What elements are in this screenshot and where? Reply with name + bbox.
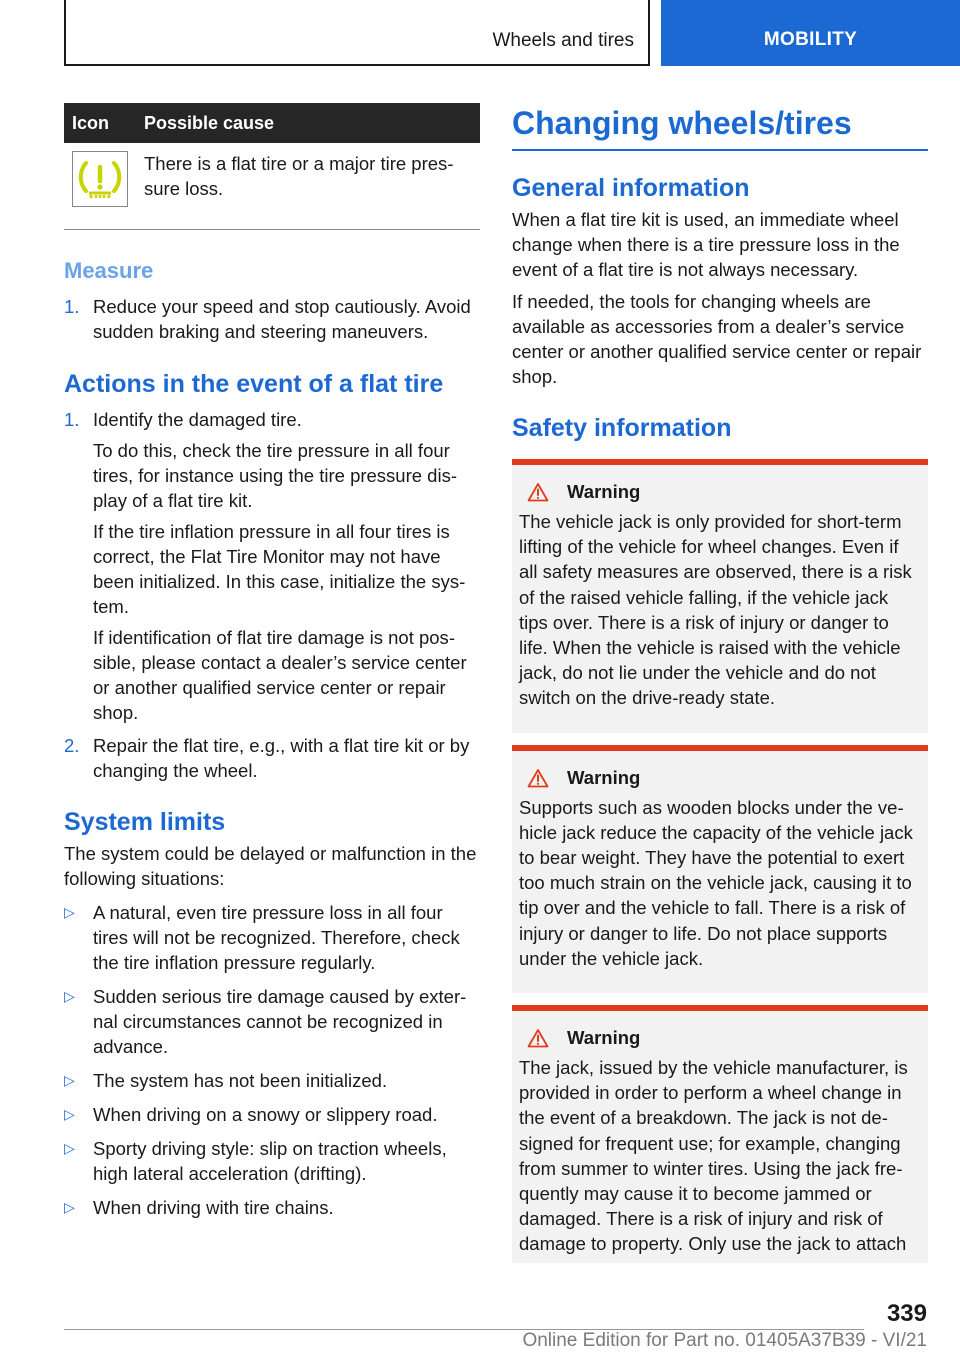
system-limits-intro: The system could be delayed or malfunction in the following situations: — [64, 843, 477, 889]
table-row — [64, 143, 480, 230]
list-item-number: 2. — [64, 735, 80, 756]
icon-cause-table — [64, 103, 480, 230]
warning-box — [512, 459, 928, 733]
list-item — [64, 294, 480, 344]
table-cell-cause: There is a flat tire or a major tire pressure loss. — [136, 143, 480, 230]
list-item-subtext: If the tire inflation pressure in all four tires is correct, the Flat Tire Monitor may not have been initialized. In this case, initialize the system. — [93, 521, 466, 617]
warning-text: The jack, issued by the vehicle manufacturer, is provided in order to perform a wheel change in the event of a breakdown. The jack is not designed for frequent use; for example, changing from summer to winter tires. Using the jack frequently may cause it to become jammed or damaged. There is a risk of injury and risk of damage to property. Only use the jack to attach — [519, 1057, 908, 1255]
header-section-title: Wheels and tires — [492, 30, 634, 51]
left-column — [64, 103, 480, 1229]
table-cell-icon — [64, 143, 136, 230]
warning-text: Supports such as wooden blocks under the vehicle jack reduce the capacity of the vehicle jack to bear weight. They have the potential to exert too much strain on the vehicle jack, causing it to tip over and the vehicle to fall. There is a risk of injury or danger to life. Do not place supports under the vehicle jack. — [519, 796, 913, 969]
list-item-number: 1. — [64, 409, 80, 430]
list-item — [64, 1195, 480, 1220]
list-item — [64, 984, 480, 1059]
list-item — [64, 733, 480, 783]
list-item-subtext: If identification of flat tire damage is not possible, please contact a dealer’s service center or another qualified service center or repair shop. — [93, 627, 467, 723]
warning-title-text: Warning — [567, 1027, 641, 1049]
bullet-triangle-icon: ▷ — [64, 1106, 75, 1122]
general-info-paragraph: When a flat tire kit is used, an immediate wheel change when there is a tire pressure loss in the event of a flat tire is not always necessary. — [512, 209, 900, 280]
warning-title — [519, 1027, 918, 1049]
system-limits-list — [64, 900, 480, 1220]
list-item — [64, 1068, 480, 1093]
bullet-triangle-icon: ▷ — [64, 904, 75, 920]
warning-triangle-icon — [527, 1028, 549, 1048]
list-item — [64, 1102, 480, 1127]
page-title: Changing wheels/tires — [512, 103, 928, 151]
general-info-heading: General information — [512, 174, 750, 202]
warning-box — [512, 1005, 928, 1263]
warning-title — [519, 767, 918, 789]
warning-triangle-icon — [527, 768, 549, 788]
warning-title — [519, 481, 918, 503]
table-header-icon: Icon — [64, 103, 136, 143]
warning-title-text: Warning — [567, 481, 641, 502]
list-item-text: When driving with tire chains. — [93, 1197, 334, 1218]
actions-heading: Actions in the event of a flat tire — [64, 370, 444, 398]
list-item-text: Sporty driving style: slip on traction wheels, high lateral acceleration (drifting). — [93, 1138, 447, 1184]
list-item-text: A natural, even tire pressure loss in all four tires will not be recognized. Therefore, check the tire inflation pressure regularly. — [93, 902, 460, 973]
actions-list — [64, 407, 480, 783]
warning-box — [512, 745, 928, 993]
list-item-text: Reduce your speed and stop cautiously. Avoid sudden braking and steering maneuvers. — [93, 296, 471, 342]
footer-edition: Online Edition for Part no. 01405A37B39 - VI/21 — [522, 1330, 927, 1351]
right-column — [512, 103, 928, 1263]
table-header-cause: Possible cause — [136, 103, 480, 143]
list-item-text: Sudden serious tire damage caused by external circumstances cannot be recognized in advance. — [93, 986, 467, 1057]
list-item — [64, 1136, 480, 1186]
measure-list — [64, 294, 480, 344]
header-section-box — [64, 0, 650, 66]
bullet-triangle-icon: ▷ — [64, 1072, 75, 1088]
list-item-text: Identify the damaged tire. — [93, 409, 302, 430]
table-header-row — [64, 103, 480, 143]
bullet-triangle-icon: ▷ — [64, 1140, 75, 1156]
header-chapter-label: MOBILITY — [763, 29, 858, 50]
tire-pressure-warning-icon — [72, 151, 128, 207]
system-limits-heading: System limits — [64, 808, 226, 836]
warning-triangle-icon — [527, 482, 549, 502]
safety-info-heading: Safety information — [512, 414, 732, 442]
list-item — [64, 407, 480, 725]
list-item — [64, 900, 480, 975]
general-info-paragraph: If needed, the tools for changing wheels are available as accessories from a dealer’s service center or another qualified service center or repair shop. — [512, 291, 922, 387]
bullet-triangle-icon: ▷ — [64, 988, 75, 1004]
measure-heading: Measure — [64, 258, 154, 283]
list-item-text: When driving on a snowy or slippery road. — [93, 1104, 438, 1125]
bullet-triangle-icon: ▷ — [64, 1199, 75, 1215]
list-item-subtext: To do this, check the tire pressure in all four tires, for instance using the tire pressure display of a flat tire kit. — [93, 440, 458, 511]
list-item-text: Repair the flat tire, e.g., with a flat tire kit or by changing the wheel. — [93, 735, 470, 781]
warning-text: The vehicle jack is only provided for short-term lifting of the vehicle for wheel changes. Even if all safety measures are observed, there is a risk of the raised vehicle falling, if the vehicle jack tips over. There is a risk of injury or danger to life. When the vehicle is raised with the vehicle jack, do not lie under the vehicle and do not switch on the drive-ready state. — [519, 511, 912, 709]
header-chapter-tab[interactable] — [661, 0, 960, 66]
page-number: 339 — [886, 1300, 927, 1327]
list-item-number: 1. — [64, 296, 80, 317]
list-item-text: The system has not been initialized. — [93, 1070, 388, 1091]
warning-title-text: Warning — [567, 766, 641, 788]
